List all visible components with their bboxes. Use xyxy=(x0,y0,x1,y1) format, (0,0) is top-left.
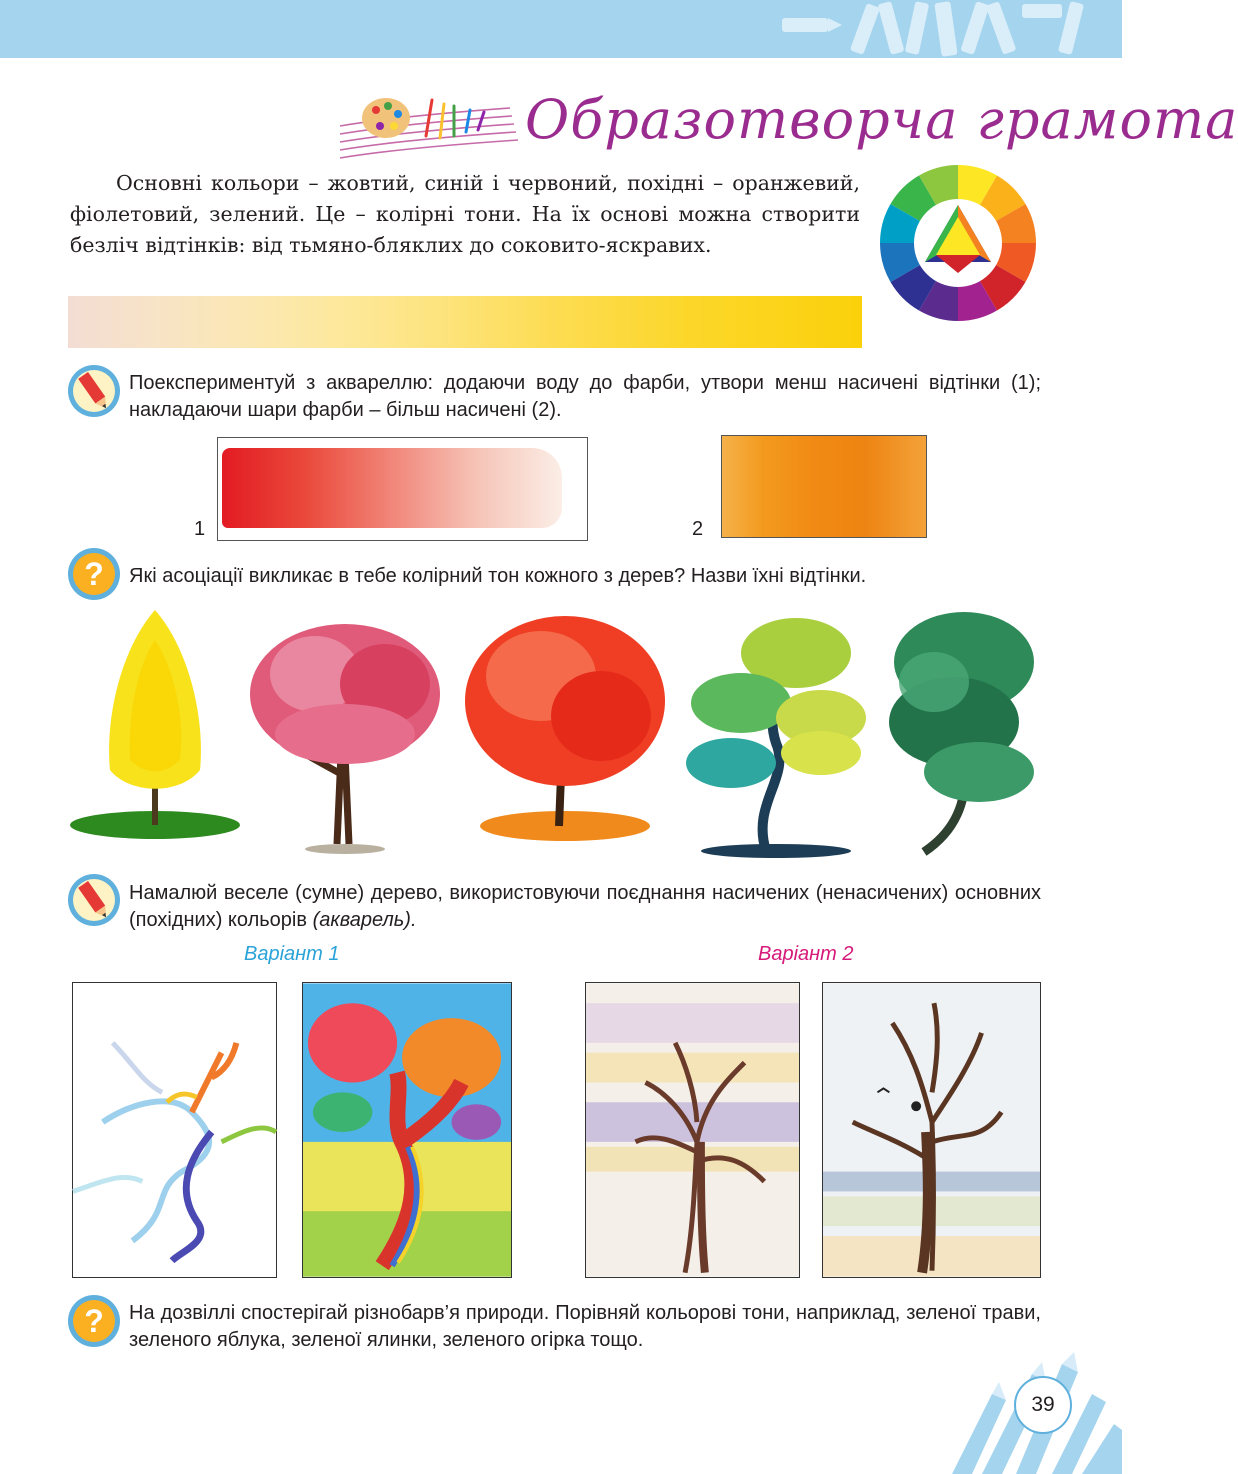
variant-1-drawing-b xyxy=(302,982,512,1278)
tree-yellow-image xyxy=(70,600,240,862)
task-draw-tree-main: Намалюй веселе (сумне) дерево, використовуючи поєднання насичених (ненасичених) основних (похідних) кольорів xyxy=(129,882,1041,931)
variant-2-drawing-a xyxy=(585,982,800,1278)
swatch-label-1: 1 xyxy=(194,518,206,540)
intro-text: Основні кольори – жовтий, синій і червоний, похідні – оранжевий, фіолетовий, зелений. Це – колірні тони. На їх основі можна створити безліч відтінків: від тьмяно-бляклих до соковито-яскравих. xyxy=(70,171,860,257)
pencil-icon xyxy=(67,873,121,927)
intro-paragraph xyxy=(70,168,860,261)
variant-2-drawing-b xyxy=(822,982,1041,1278)
task-draw-tree-text xyxy=(129,880,1041,934)
variant-1-label: Варіант 1 xyxy=(244,943,340,965)
variant-1-drawing-a xyxy=(72,982,277,1278)
color-wheel-image xyxy=(878,163,1038,323)
swatch-label-2: 2 xyxy=(692,518,704,540)
question-icon xyxy=(67,547,121,601)
tree-red-image xyxy=(461,606,669,841)
task-trees-text: Які асоціації викликає в тебе колірний тон кожного з дерев? Назви їхні відтінки. xyxy=(129,565,867,587)
tree-dark-green-image xyxy=(884,602,1039,859)
task-draw-tree-medium: (акварель). xyxy=(312,909,417,931)
section-header xyxy=(340,86,1238,172)
svg-text:?: ? xyxy=(84,1303,104,1339)
tree-green-yellow-image xyxy=(681,603,871,860)
pencils-decoration-icon xyxy=(772,0,1102,58)
question-icon xyxy=(67,1294,121,1348)
swatch-saturated-orange xyxy=(721,435,927,538)
swatch-light-red xyxy=(217,437,588,541)
variant-2-label: Варіант 2 xyxy=(758,943,854,965)
palette-icon xyxy=(340,86,520,172)
task-watercolor-text: Поекспериментуй з аквареллю: додаючи воду до фарби, утвори менш насичені відтінки (1); накладаючи шари фарби – більш насичені (2). xyxy=(129,372,1041,421)
page-title: Образотворча грамота xyxy=(525,88,1238,151)
task-observe-nature-text: На дозвіллі спостерігай різнобарв’я природи. Порівняй кольорові тони, наприклад, зеленої трави, зеленого яблука, зеленої ялинки, зеленого огірка тощо. xyxy=(129,1302,1041,1351)
yellow-tint-gradient xyxy=(68,296,862,348)
tree-pink-image xyxy=(245,604,445,854)
svg-text:?: ? xyxy=(84,556,104,592)
page-number: 39 xyxy=(1014,1376,1072,1434)
pencil-icon xyxy=(67,364,121,418)
